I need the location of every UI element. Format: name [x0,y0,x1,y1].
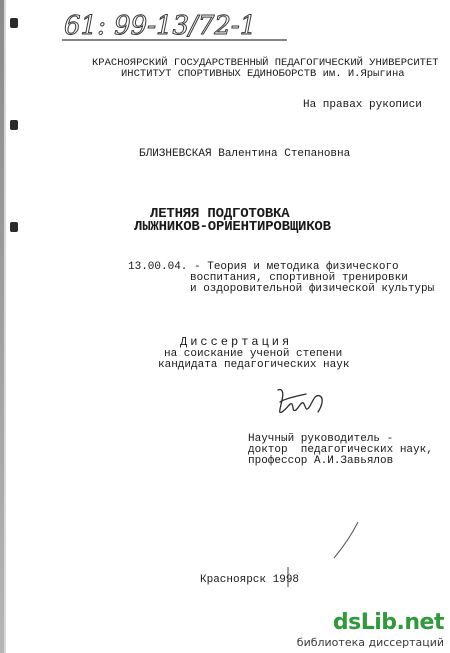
specialty-line-2: воспитания, спортивной тренировки [190,272,408,284]
supervisor-line-2: доктор педагогических наук, [248,444,433,456]
binding-hole-top [10,18,18,28]
rights-note: На правах рукописи [303,99,422,111]
institution-line-2: ИНСТИТУТ СПОРТИВНЫХ ЕДИНОБОРСТВ им. И.Ярыгина [121,68,405,80]
binding-hole-lower [10,222,18,232]
specialty-line-3: и оздоровительной физической культуры [190,283,435,295]
thesis-title-line-1: ЛЕТНЯЯ ПОДГОТОВКА [150,206,290,222]
watermark-brand: dsLib.net [332,610,444,635]
scan-page-edge [4,0,6,653]
author-name: БЛИЗНЕВСКАЯ Валентина Степановна [139,148,351,160]
dissertation-label: Диссертация [180,335,293,349]
degree-line-2: кандидата педагогических наук [158,359,350,371]
signature-image [272,382,332,422]
supervisor-line-1: Научный руководитель - [248,433,394,445]
dslib-watermark [297,611,444,649]
handwritten-catalog-number [62,4,292,44]
institution-line-1: КРАСНОЯРСКИЙ ГОСУДАРСТВЕННЫЙ ПЕДАГОГИЧЕСКИЙ УНИВЕРСИТЕТ [92,57,439,69]
supervisor-line-3: профессор А.И.Завьялов [248,455,394,467]
binding-hole-middle [10,120,18,130]
degree-line-1: на соискание ученой степени [164,348,343,360]
specialty-line-1: 13.00.04. - Теория и методика физического [128,261,399,273]
watermark-subtitle: библиотека диссертаций [296,636,444,649]
pencil-tick-mark [284,566,292,588]
thesis-title-line-2: ЛЫЖНИКОВ-ОРИЕНТИРОВЩИКОВ [134,219,331,235]
svg-text:61: 99-13/72-1: 61: 99-13/72-1 [64,11,257,41]
pencil-stroke-mark [330,520,360,560]
city-year: Красноярск 1998 [200,574,300,586]
